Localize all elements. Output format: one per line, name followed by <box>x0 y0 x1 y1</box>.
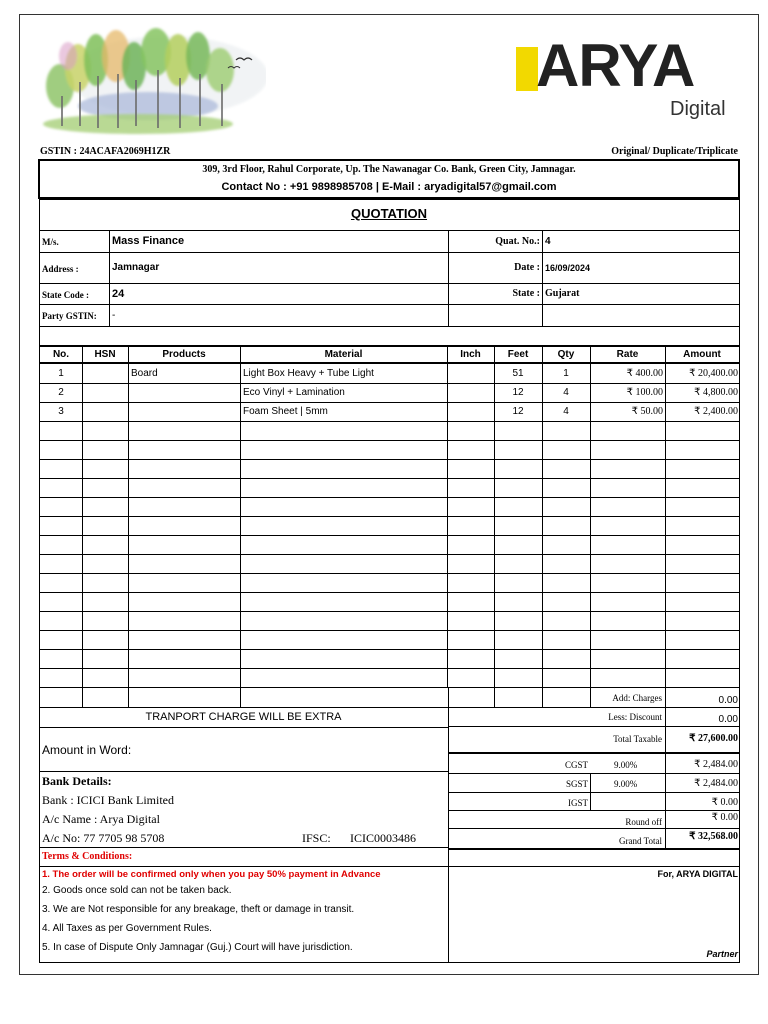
rule <box>39 326 740 327</box>
table-row-line <box>39 649 740 650</box>
total-taxable-value: ₹ 27,600.00 <box>689 733 738 744</box>
address-label: Address : <box>42 264 79 274</box>
trees-illustration <box>38 26 266 138</box>
cgst-rate: 9.00% <box>614 760 638 770</box>
party-gstin-label: Party GSTIN: <box>42 311 97 321</box>
col-amount: Amount <box>683 349 721 360</box>
rule <box>448 828 740 829</box>
table-row-line <box>39 421 740 422</box>
rule <box>448 848 740 850</box>
row3-feet: 12 <box>512 406 524 417</box>
rule <box>39 230 740 231</box>
row3-amount: ₹ 2,400.00 <box>694 406 738 417</box>
row3-material: Foam Sheet | 5mm <box>243 406 328 417</box>
rule <box>39 304 740 305</box>
col-feet: Feet <box>507 349 529 360</box>
rule <box>39 252 740 253</box>
ifsc-value: ICIC0003486 <box>350 831 416 845</box>
row2-feet: 12 <box>512 387 524 398</box>
rule <box>448 230 449 326</box>
row1-no: 1 <box>58 368 64 379</box>
rule <box>448 752 740 754</box>
cgst-label: CGST <box>564 760 588 770</box>
col-qty: Qty <box>557 349 575 360</box>
table-row-line <box>39 459 740 460</box>
ms-value: Mass Finance <box>112 235 185 247</box>
rule <box>39 866 740 867</box>
quat-value: 4 <box>545 236 551 247</box>
add-charges-label: Add: Charges <box>612 693 662 703</box>
row1-feet: 51 <box>512 368 524 379</box>
bank-heading: Bank Details: <box>42 774 112 788</box>
col-inch: Inch <box>460 349 481 360</box>
row3-rate: ₹ 50.00 <box>631 406 663 417</box>
row2-qty: 4 <box>563 387 569 398</box>
less-discount-value: 0.00 <box>718 714 738 725</box>
party-gstin-value: - <box>112 310 116 321</box>
rule <box>448 688 449 963</box>
igst-value: ₹ 0.00 <box>711 797 738 808</box>
round-off-value: ₹ 0.00 <box>711 812 738 823</box>
rule <box>448 773 740 774</box>
term-4: 4. All Taxes as per Government Rules. <box>42 923 212 934</box>
row2-rate: ₹ 100.00 <box>626 387 663 398</box>
less-discount-label: Less: Discount <box>608 712 662 722</box>
col-products: Products <box>162 349 206 360</box>
row3-products <box>131 402 239 421</box>
col-material: Material <box>324 349 363 360</box>
table-row-line <box>39 668 740 669</box>
rule <box>109 230 110 326</box>
table-row-line <box>39 516 740 517</box>
col-no: No. <box>52 349 70 360</box>
logo-brand: ARYA <box>536 32 695 99</box>
state-code-value: 24 <box>112 288 125 300</box>
term-2: 2. Goods once sold can not be taken back. <box>42 885 232 896</box>
rule <box>665 688 666 850</box>
ifsc-label: IFSC: <box>302 831 331 845</box>
row3-qty: 4 <box>563 406 569 417</box>
sgst-rate: 9.00% <box>614 779 638 789</box>
table-row-line <box>39 573 740 574</box>
date-value: 16/09/2024 <box>545 263 591 273</box>
table-row-line <box>39 478 740 479</box>
total-taxable-label: Total Taxable <box>613 734 662 744</box>
rule <box>39 727 448 728</box>
table-row-line <box>39 592 740 593</box>
col-rate: Rate <box>616 349 639 360</box>
add-charges-value: 0.00 <box>718 695 738 706</box>
terms-heading: Terms & Conditions: <box>42 851 133 862</box>
quotation-title: QUOTATION <box>350 206 428 221</box>
table-row-line <box>39 554 740 555</box>
logo-yellow-square <box>516 47 538 91</box>
grand-total-label: Grand Total <box>619 836 662 846</box>
cgst-value: ₹ 2,484.00 <box>694 759 738 770</box>
company-address: 309, 3rd Floor, Rahul Corporate, Up. The Nawanagar Co. Bank, Green City, Jamnagar. <box>202 164 576 175</box>
row3-no: 3 <box>58 406 64 417</box>
table-col-line <box>240 345 241 707</box>
term-5: 5. In case of Dispute Only Jamnagar (Guj.) Court will have jurisdiction. <box>42 942 353 953</box>
row2-products <box>131 383 239 402</box>
logo-sub: Digital <box>670 98 726 120</box>
row1-amount: ₹ 20,400.00 <box>689 368 738 379</box>
transport-note: TRANPORT CHARGE WILL BE EXTRA <box>145 711 342 723</box>
gstin: GSTIN : 24ACAFA2069H1ZR <box>40 146 171 157</box>
partner-signature: Partner <box>706 949 738 959</box>
term-3: 3. We are Not responsible for any breakage, theft or damage in transit. <box>42 904 355 915</box>
rule <box>39 283 740 284</box>
table-row-line <box>39 535 740 536</box>
row1-qty: 1 <box>563 368 569 379</box>
amount-in-word-label: Amount in Word: <box>42 743 132 757</box>
grand-total-value: ₹ 32,568.00 <box>689 831 738 842</box>
rule <box>448 792 740 793</box>
table-row-line <box>39 440 740 441</box>
rule <box>590 773 591 810</box>
address-value: Jamnagar <box>112 262 160 273</box>
rule <box>39 771 448 772</box>
row2-material: Eco Vinyl + Lamination <box>243 387 345 398</box>
rule <box>39 707 740 708</box>
sgst-label: SGST <box>565 779 588 789</box>
igst-label: IGST <box>568 798 588 808</box>
state-code-label: State Code : <box>42 290 89 300</box>
table-row-line <box>39 611 740 612</box>
row1-rate: ₹ 400.00 <box>626 368 663 379</box>
ms-label: M/s. <box>42 237 59 247</box>
rule <box>542 230 543 326</box>
row2-amount: ₹ 4,800.00 <box>694 387 738 398</box>
row2-no: 2 <box>58 387 64 398</box>
table-col-line <box>82 345 83 707</box>
rule <box>448 726 740 727</box>
row1-products: Board <box>131 368 158 379</box>
account-number: A/c No: 77 7705 98 5708 <box>42 831 165 845</box>
contact-line: Contact No : +91 9898985708 | E-Mail : aryadigital57@gmail.com <box>221 181 557 193</box>
bank-name: Bank : ICICI Bank Limited <box>42 793 174 807</box>
col-hsn: HSN <box>94 349 116 360</box>
sgst-value: ₹ 2,484.00 <box>694 778 738 789</box>
round-off-label: Round off <box>625 817 662 827</box>
state-label: State : <box>512 288 540 299</box>
row1-material: Light Box Heavy + Tube Light <box>243 368 374 379</box>
table-col-line <box>447 345 448 688</box>
account-name: A/c Name : Arya Digital <box>42 812 160 826</box>
table-col-line <box>128 345 129 707</box>
quat-label: Quat. No.: <box>495 236 540 247</box>
table-row-line <box>39 687 740 688</box>
copy-label: Original/ Duplicate/Triplicate <box>611 146 738 157</box>
rule <box>448 810 740 811</box>
term-1: 1. The order will be confirmed only when you pay 50% payment in Advance <box>42 869 381 880</box>
state-value: Gujarat <box>545 288 580 299</box>
table-row-line <box>39 497 740 498</box>
rule <box>39 847 448 848</box>
table-row-line <box>39 630 740 631</box>
date-label: Date : <box>514 262 540 273</box>
for-arya-digital: For, ARYA DIGITAL <box>657 869 738 879</box>
